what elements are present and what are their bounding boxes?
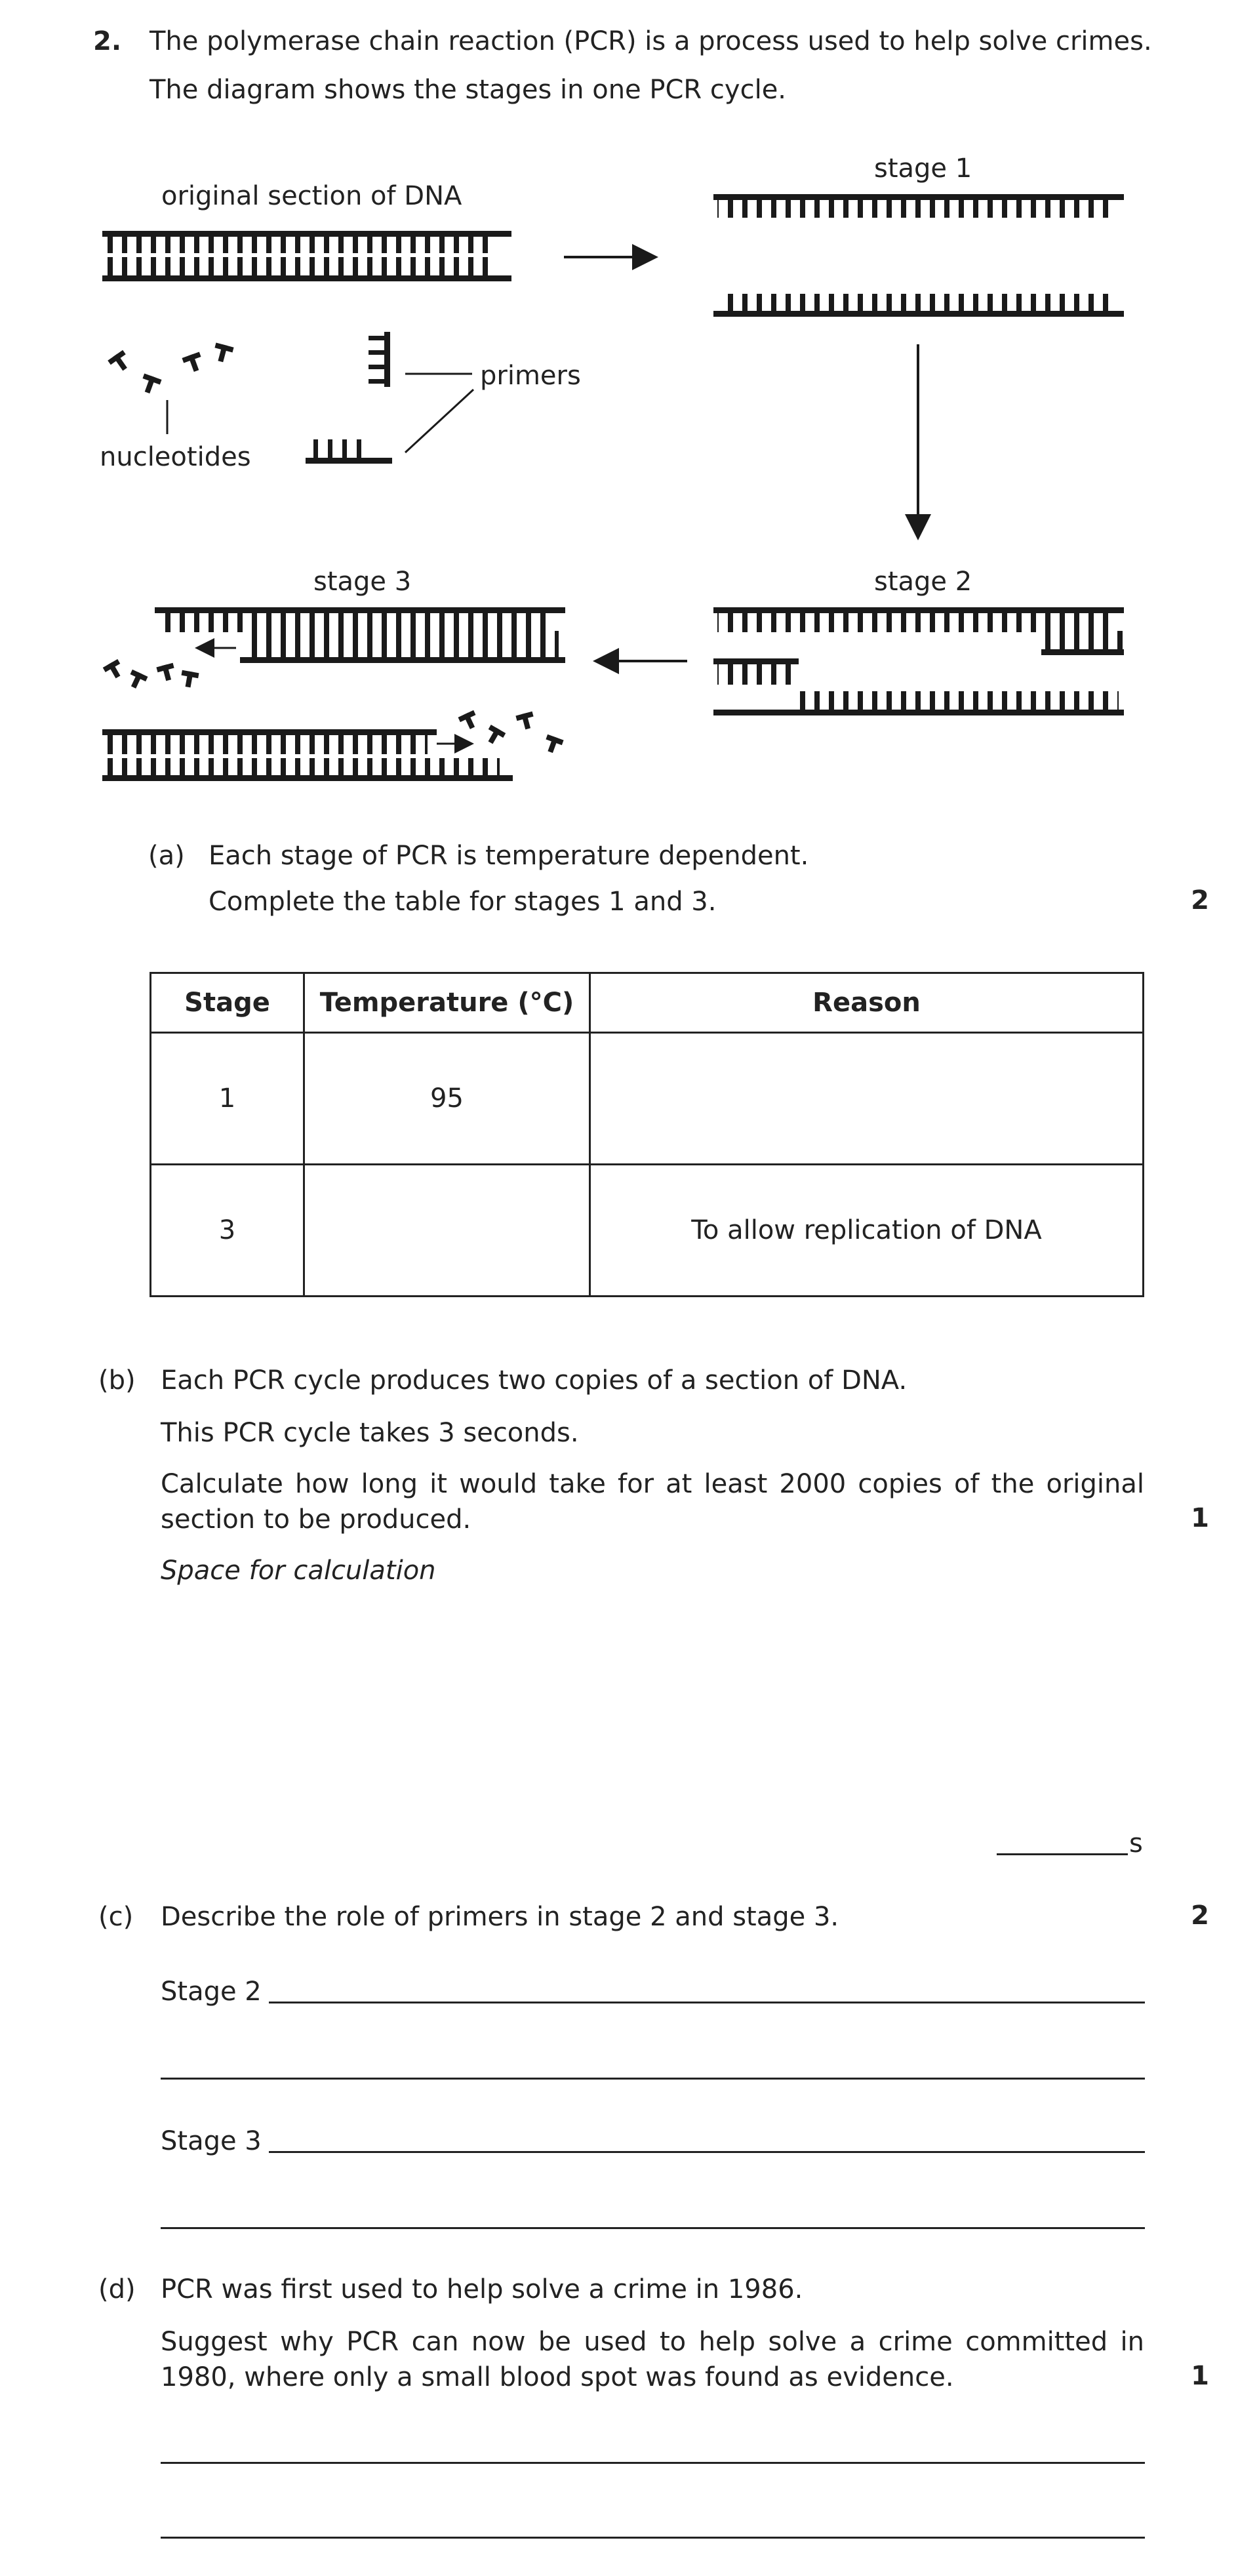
stage3-loose-nucleotides-bottom [458, 710, 564, 755]
part-c-marks: 2 [1191, 1901, 1209, 1931]
table-row [151, 1165, 1144, 1297]
part-d-line2b: 1980, where only a small blood spot was found as evidence. [161, 2362, 954, 2392]
label-nucleotides: nucleotides [100, 442, 251, 472]
stage3-top-strands [155, 607, 565, 663]
part-c-stage3-answer-line2[interactable] [161, 2227, 1145, 2229]
stage3-bottom-strands [102, 729, 513, 781]
stage2-strands [713, 607, 1124, 715]
part-a-line1: Each stage of PCR is temperature dependent. [209, 841, 809, 871]
part-b-line1: Each PCR cycle produces two copies of a section of DNA. [161, 1365, 908, 1396]
reason-answer-cell[interactable] [590, 1033, 1144, 1165]
temperature-table [150, 972, 1144, 1297]
part-c-stage2-answer-line[interactable] [269, 2002, 1145, 2003]
table-header-row [151, 973, 1144, 1033]
stage-cell: 1 [151, 1033, 304, 1165]
part-b-line2: This PCR cycle takes 3 seconds. [161, 1418, 579, 1448]
part-c-stage2-label: Stage 2 [161, 1977, 262, 2007]
header-stage: Stage [151, 973, 304, 1033]
part-c-stage3-answer-line[interactable] [269, 2151, 1145, 2153]
part-d-line2a: Suggest why PCR can now be used to help solve a crime committed in [161, 2327, 1144, 2357]
part-d-letter: (d) [98, 2274, 136, 2304]
part-b-unit: s [1129, 1828, 1143, 1859]
stage1-strands [713, 194, 1124, 317]
part-d-answer-line2[interactable] [161, 2537, 1145, 2539]
question-intro-line2: The diagram shows the stages in one PCR cycle. [150, 75, 787, 105]
part-b-marks: 1 [1191, 1503, 1209, 1533]
label-stage2: stage 2 [874, 567, 972, 597]
table-row [151, 1033, 1144, 1165]
stage3-loose-nucleotides-top [103, 659, 199, 691]
temperature-cell: 95 [304, 1033, 590, 1165]
part-c-stage3-label: Stage 3 [161, 2126, 262, 2156]
reason-cell: To allow replication of DNA [590, 1165, 1144, 1297]
part-c-stage2-answer-line2[interactable] [161, 2078, 1145, 2080]
part-d-marks: 1 [1191, 2361, 1209, 2391]
stage-cell: 3 [151, 1165, 304, 1297]
part-d-line1: PCR was first used to help solve a crime in 1986. [161, 2274, 803, 2304]
part-b-line3b: section to be produced. [161, 1504, 471, 1535]
primers-group [306, 332, 473, 464]
part-a-letter: (a) [148, 841, 185, 871]
label-stage3: stage 3 [313, 567, 412, 597]
original-dna-strand [102, 231, 511, 281]
part-c-line1: Describe the role of primers in stage 2 and stage 3. [161, 1902, 839, 1932]
nucleotides-group [108, 343, 233, 434]
part-c-letter: (c) [98, 1902, 134, 1932]
header-reason: Reason [590, 973, 1144, 1033]
label-original-dna: original section of DNA [161, 181, 462, 211]
part-b-line3a: Calculate how long it would take for at least 2000 copies of the original [161, 1469, 1144, 1499]
pcr-cycle-diagram [0, 125, 1238, 813]
part-b-letter: (b) [98, 1365, 136, 1396]
part-b-calc-label: Space for calculation [161, 1556, 436, 1586]
label-stage1: stage 1 [874, 153, 972, 184]
header-temperature: Temperature (°C) [304, 973, 590, 1033]
part-b-answer-line[interactable] [997, 1853, 1128, 1855]
question-intro-line1: The polymerase chain reaction (PCR) is a process used to help solve crimes. [150, 26, 1152, 56]
part-d-answer-line1[interactable] [161, 2462, 1145, 2464]
part-a-line2: Complete the table for stages 1 and 3. [209, 887, 717, 917]
temperature-answer-cell[interactable] [304, 1165, 590, 1297]
part-a-marks: 2 [1191, 885, 1209, 916]
label-primers: primers [480, 361, 581, 391]
question-number: 2. [93, 26, 122, 56]
